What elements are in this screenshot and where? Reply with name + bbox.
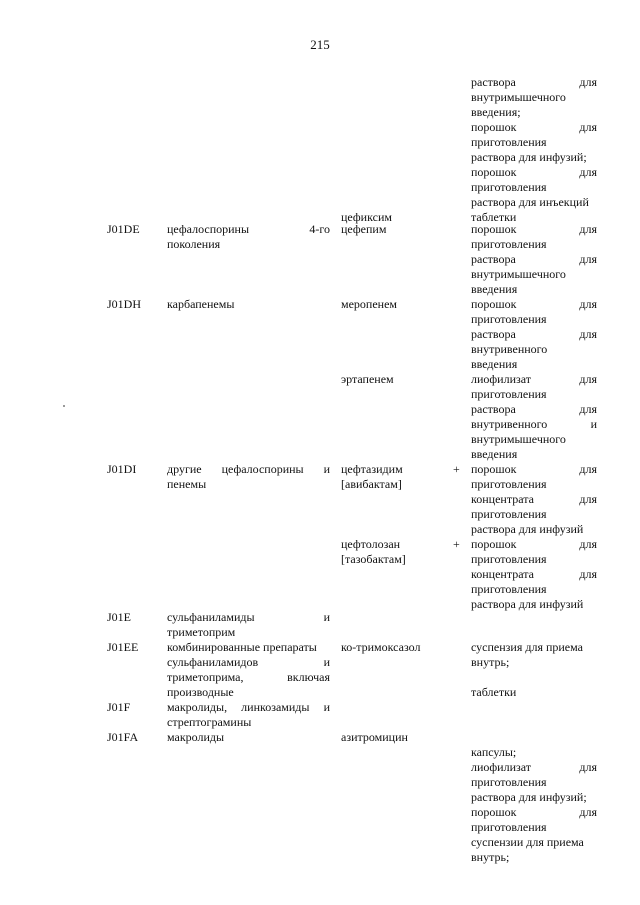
dosage-form-line: внутримышечного xyxy=(471,267,566,281)
drug-name: эртапенем xyxy=(341,372,394,386)
dosage-form-line xyxy=(471,372,597,387)
group-name-line: комбинированные препараты xyxy=(167,640,317,654)
dosage-form-line-word: для xyxy=(579,402,597,416)
dosage-form-line: капсулы; xyxy=(471,745,517,759)
dosage-form-line-word: порошок xyxy=(471,165,517,179)
dosage-form-line-word: раствора xyxy=(471,252,516,266)
dosage-form-line-word: и xyxy=(590,417,597,431)
drug-name: цефиксим xyxy=(341,210,392,224)
drug-name: цефтазидим xyxy=(341,462,403,476)
dosage-form-line: приготовления xyxy=(471,477,547,491)
dosage-form-line-word: для xyxy=(579,372,597,386)
dosage-form-line-word: порошок xyxy=(471,537,517,551)
dosage-form-line-word: внутривенного xyxy=(471,417,548,431)
dosage-form-line: таблетки xyxy=(471,685,517,699)
dosage-form-line-word: для xyxy=(579,537,597,551)
group-name-line xyxy=(167,655,330,670)
dosage-form-line-word: для xyxy=(579,567,597,581)
dosage-form-line-word: для xyxy=(579,492,597,506)
dosage-form-line xyxy=(471,222,597,237)
dosage-form-line: приготовления xyxy=(471,507,547,521)
drug-name: цефтолозан xyxy=(341,537,401,551)
dosage-form-line xyxy=(471,462,597,477)
dosage-form-line: внутримышечного xyxy=(471,432,566,446)
dosage-form-line: раствора для инфузий xyxy=(471,522,584,536)
group-name-line-word: и xyxy=(323,462,330,476)
dosage-form-line: раствора для инъекций xyxy=(471,195,589,209)
dosage-form-line: приготовления xyxy=(471,387,547,401)
dosage-form-line xyxy=(471,567,597,582)
dosage-form-line xyxy=(471,417,597,432)
group-name-line-word: 4-го xyxy=(309,222,330,236)
dosage-form-line-word: для xyxy=(579,165,597,179)
dosage-form-line-word: для xyxy=(579,120,597,134)
group-name-line: поколения xyxy=(167,237,221,251)
group-name-line: стрептограмины xyxy=(167,715,252,729)
dosage-form-line-word: порошок xyxy=(471,462,517,476)
dosage-form-line-word: порошок xyxy=(471,222,517,236)
dosage-form-line xyxy=(471,165,597,180)
dosage-form-line-word: для xyxy=(579,75,597,89)
group-name-line-word: макролиды, xyxy=(167,700,228,714)
dosage-form-line: введения; xyxy=(471,105,521,119)
scan-speck xyxy=(63,405,65,407)
dosage-form-line-word: концентрата xyxy=(471,492,534,506)
dosage-form-line-word: порошок xyxy=(471,120,517,134)
group-name-line-word: сульфаниламиды xyxy=(167,610,255,624)
drug-name: меропенем xyxy=(341,297,398,311)
dosage-form-line: введения xyxy=(471,447,518,461)
dosage-form-line: раствора для инфузий; xyxy=(471,150,587,164)
dosage-form-line: внутримышечного xyxy=(471,90,566,104)
dosage-form-line: приготовления xyxy=(471,820,547,834)
group-name-line: производные xyxy=(167,685,234,699)
dosage-form-line xyxy=(471,805,597,820)
dosage-form-line: суспензия для приема xyxy=(471,640,583,654)
group-name-line-word: включая xyxy=(287,670,330,684)
plus-sign: + xyxy=(453,462,460,476)
dosage-form-line xyxy=(471,492,597,507)
dosage-form-line: раствора для инфузий xyxy=(471,597,584,611)
drug-name: ко-тримоксазол xyxy=(341,640,421,654)
dosage-form-line: внутрь; xyxy=(471,850,510,864)
dosage-form-line-word: порошок xyxy=(471,297,517,311)
dosage-form-line-word: раствора xyxy=(471,402,516,416)
group-name-line: триметоприм xyxy=(167,625,236,639)
group-name-line-word: и xyxy=(323,655,330,669)
dosage-form-line-word: для xyxy=(579,462,597,476)
atc-code: J01E xyxy=(107,610,131,624)
dosage-form-line-word: для xyxy=(579,805,597,819)
dosage-form-line-word: лиофилизат xyxy=(471,372,532,386)
page-number: 215 xyxy=(310,37,330,52)
group-name-line xyxy=(167,700,330,715)
dosage-form-line: раствора для инфузий; xyxy=(471,790,587,804)
dosage-form-line-word: концентрата xyxy=(471,567,534,581)
dosage-form-line-word: раствора xyxy=(471,327,516,341)
dosage-form-line: приготовления xyxy=(471,552,547,566)
plus-sign: + xyxy=(453,537,460,551)
group-name-line-word: линкозамиды xyxy=(241,700,310,714)
group-name-line xyxy=(167,670,330,685)
dosage-form-line-word: для xyxy=(579,252,597,266)
group-name-line-word: триметоприма, xyxy=(167,670,244,684)
group-name-line-word: цефалоспорины xyxy=(167,222,250,236)
dosage-form-line-word: для xyxy=(579,327,597,341)
dosage-form-line: введения xyxy=(471,357,518,371)
dosage-form-line: введения xyxy=(471,282,518,296)
dosage-form-line xyxy=(471,75,597,90)
dosage-form-line-word: лиофилизат xyxy=(471,760,532,774)
group-name-line xyxy=(167,610,330,625)
dosage-form-line: внутривенного xyxy=(471,342,548,356)
atc-code: J01DH xyxy=(107,297,142,311)
dosage-form-line-word: раствора xyxy=(471,75,516,89)
atc-code: J01F xyxy=(107,700,131,714)
atc-code: J01DE xyxy=(107,222,140,236)
group-name-line-word: цефалоспорины xyxy=(221,462,304,476)
drug-name: азитромицин xyxy=(341,730,408,744)
dosage-form-line xyxy=(471,252,597,267)
dosage-form-line: приготовления xyxy=(471,180,547,194)
dosage-form-line: приготовления xyxy=(471,775,547,789)
dosage-form-line: приготовления xyxy=(471,237,547,251)
dosage-form-line xyxy=(471,297,597,312)
group-name-line: пенемы xyxy=(167,477,207,491)
dosage-form-line: приготовления xyxy=(471,582,547,596)
dosage-form-line-word: для xyxy=(579,297,597,311)
dosage-form-line: внутрь; xyxy=(471,655,510,669)
atc-code: J01DI xyxy=(107,462,137,476)
dosage-form-line-word: порошок xyxy=(471,805,517,819)
dosage-form-line xyxy=(471,327,597,342)
drug-name: [тазобактам] xyxy=(341,552,406,566)
dosage-form-line: приготовления xyxy=(471,312,547,326)
dosage-form-line: приготовления xyxy=(471,135,547,149)
dosage-form-line: суспензии для приема xyxy=(471,835,584,849)
atc-code: J01FA xyxy=(107,730,139,744)
atc-code: J01EE xyxy=(107,640,139,654)
dosage-form-line xyxy=(471,537,597,552)
drug-name: цефепим xyxy=(341,222,387,236)
group-name-line-word: сульфаниламидов xyxy=(167,655,259,669)
group-name-line: макролиды xyxy=(167,730,225,744)
group-name-line-word: другие xyxy=(167,462,202,476)
dosage-form-line-word: для xyxy=(579,222,597,236)
dosage-form-line xyxy=(471,760,597,775)
dosage-form-line-word: для xyxy=(579,760,597,774)
group-name-line-word: и xyxy=(323,610,330,624)
group-name-line: карбапенемы xyxy=(167,297,235,311)
dosage-form-line xyxy=(471,402,597,417)
drug-name: [авибактам] xyxy=(341,477,402,491)
group-name-line xyxy=(167,462,330,477)
group-name-line xyxy=(167,222,330,237)
dosage-form-line: таблетки xyxy=(471,210,517,224)
dosage-form-line xyxy=(471,120,597,135)
group-name-line-word: и xyxy=(323,700,330,714)
